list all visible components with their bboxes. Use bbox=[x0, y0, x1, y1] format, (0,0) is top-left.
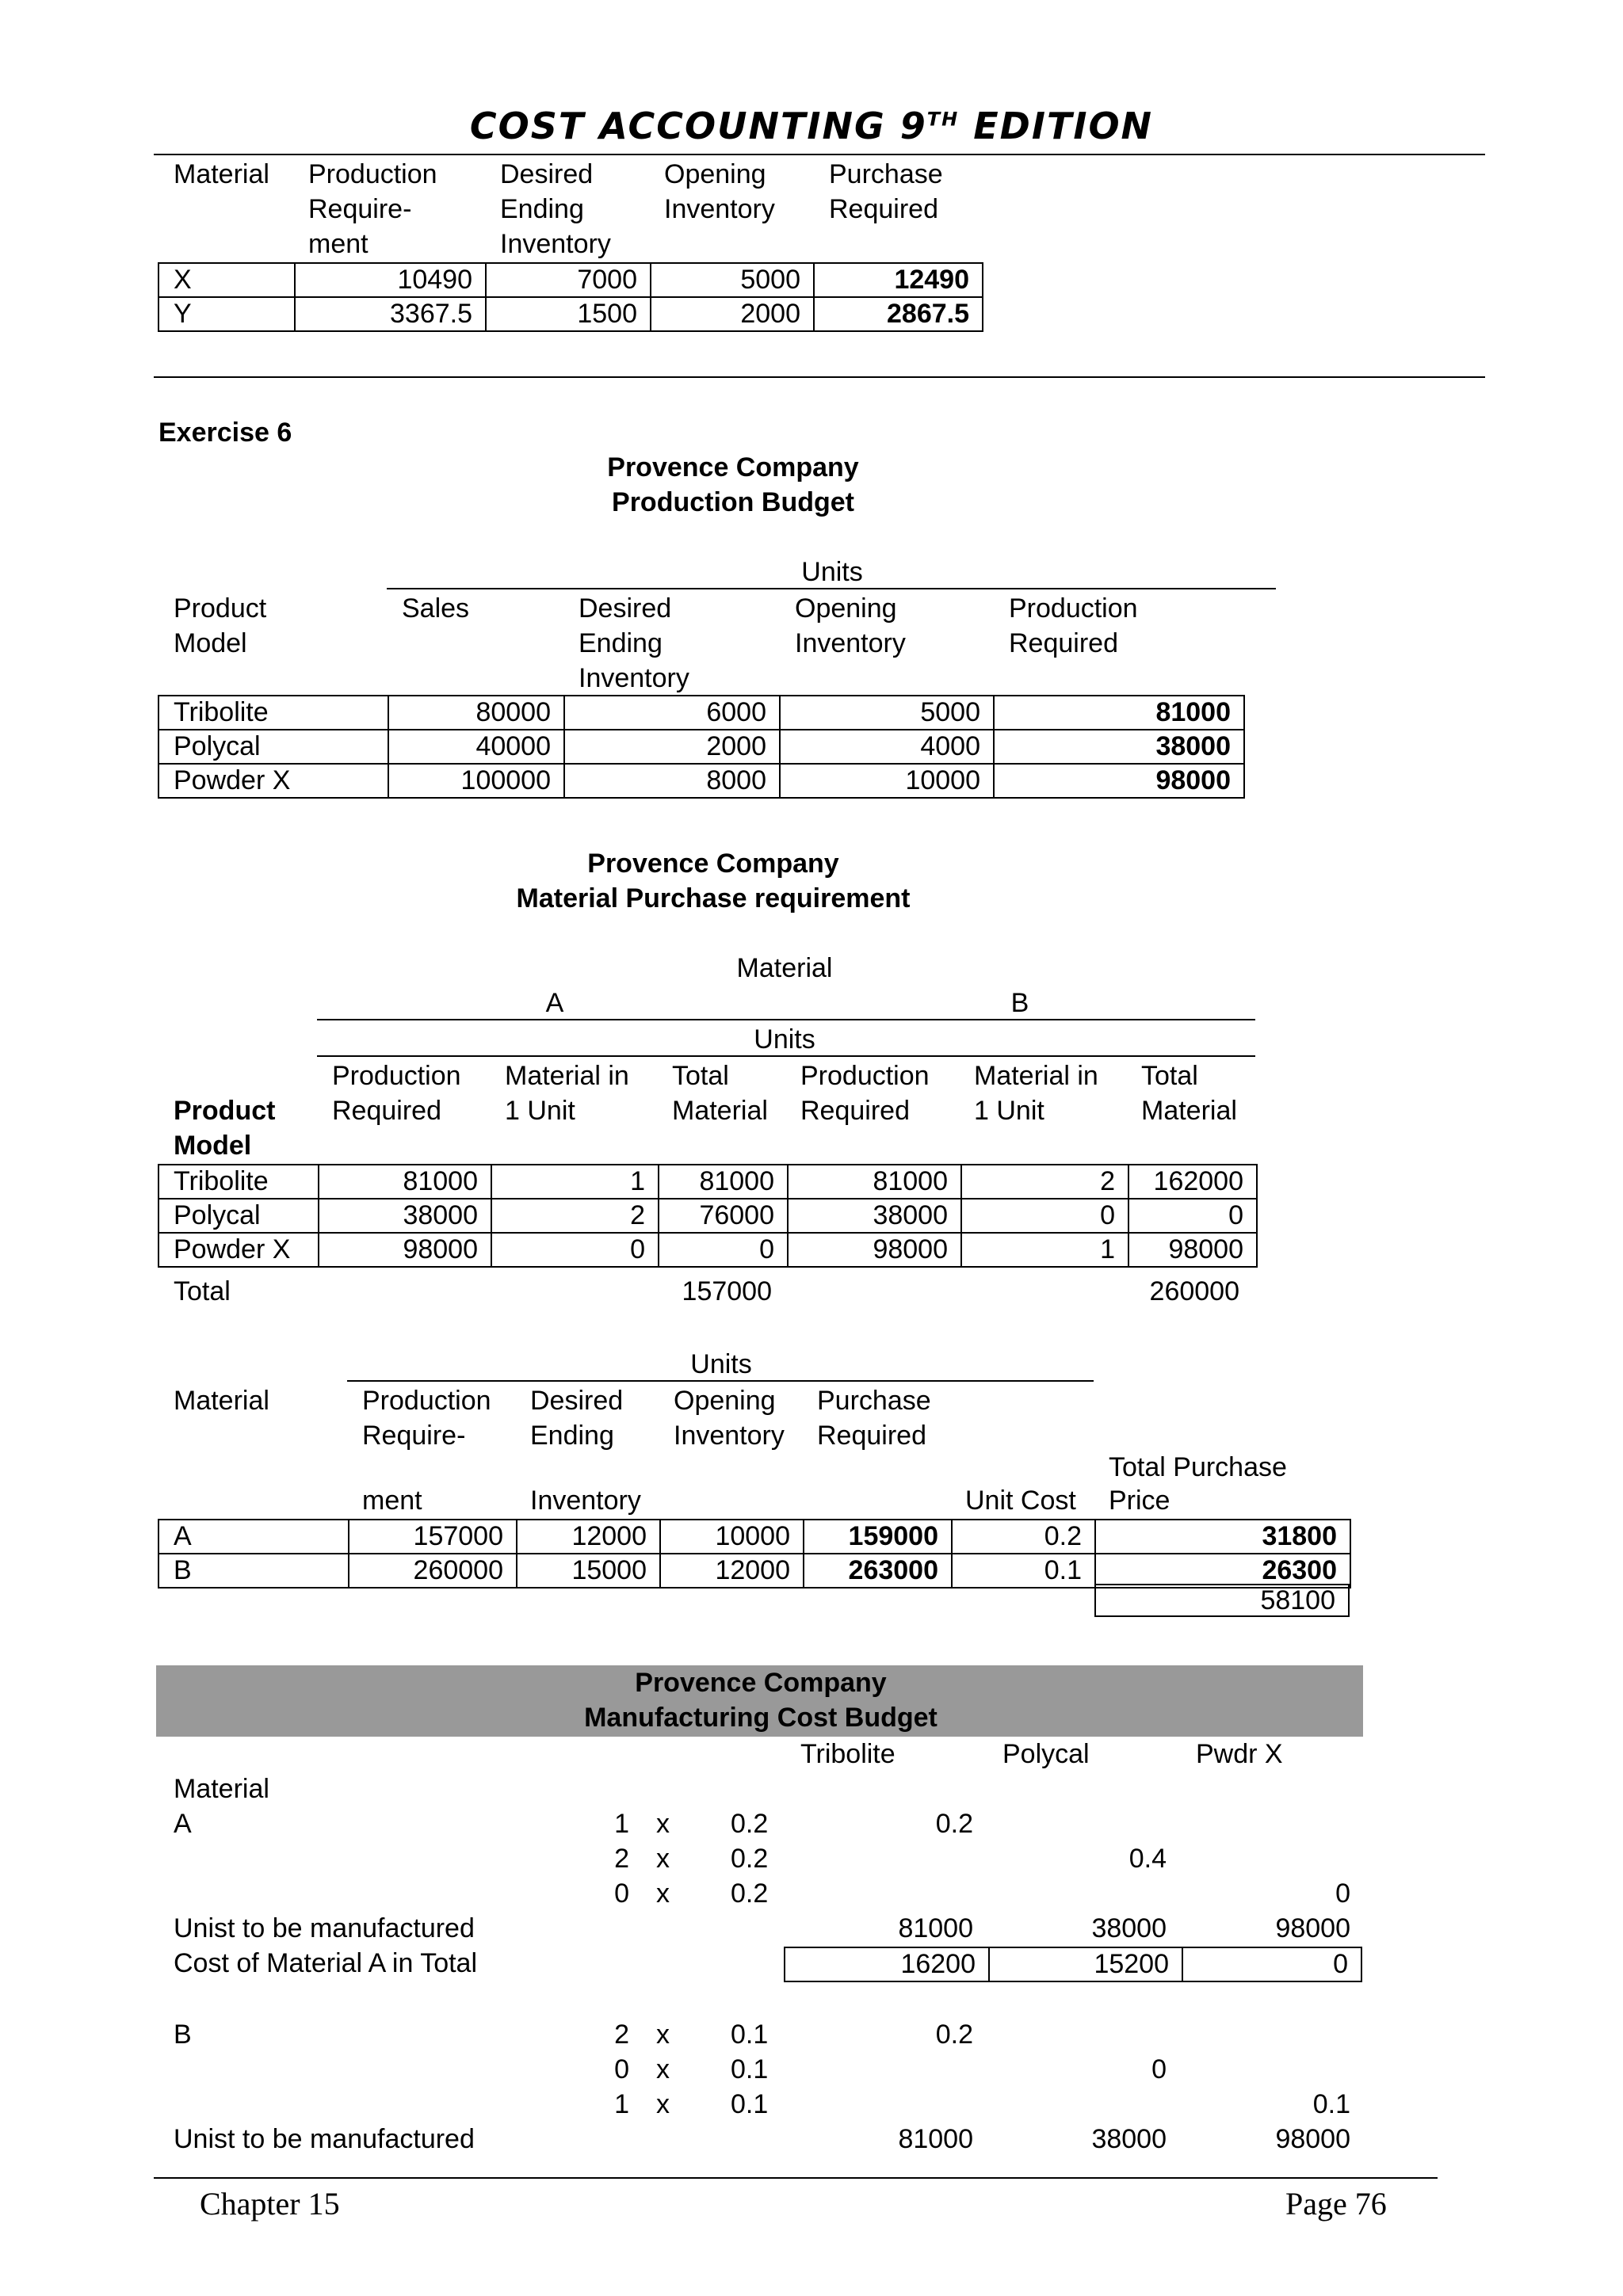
col-header-production: Production bbox=[362, 1386, 491, 1416]
col-header-production-a: Production bbox=[332, 1061, 461, 1091]
col-header-desired: Desired bbox=[530, 1386, 624, 1416]
units-to-manufacture-label-b: Unist to be manufactured bbox=[174, 2124, 475, 2154]
grand-total-value: 58100 bbox=[1260, 1585, 1335, 1615]
total-label: Total bbox=[174, 1276, 231, 1306]
material-rule bbox=[317, 1019, 1255, 1020]
table-row: Powder X 98000 0 0 98000 1 98000 bbox=[158, 1233, 1257, 1267]
col-header-production: Production bbox=[308, 159, 437, 189]
material-a-label: A bbox=[545, 988, 564, 1018]
col-header-opening-inventory: Inventory bbox=[664, 194, 775, 224]
units-label: Units bbox=[690, 1349, 752, 1379]
footer-rule bbox=[154, 2177, 1438, 2179]
material-b-label: B bbox=[1010, 988, 1029, 1018]
col-header-required: Required bbox=[829, 194, 938, 224]
table-row: Polycal 38000 2 76000 38000 0 0 bbox=[158, 1199, 1257, 1233]
table-row: Powder X 100000 8000 10000 98000 bbox=[158, 764, 1244, 798]
units-rule bbox=[347, 1380, 1094, 1382]
purchase-table bbox=[158, 1519, 1351, 1589]
header-rule bbox=[154, 154, 1485, 155]
col-header-ending: Ending bbox=[530, 1421, 614, 1451]
production-budget-table bbox=[158, 695, 1245, 799]
col-header-required-b: Required bbox=[800, 1096, 910, 1126]
mfg-company: Provence Company bbox=[635, 1668, 887, 1698]
col-header-tribolite: Tribolite bbox=[800, 1739, 896, 1769]
col-header-opening: Opening bbox=[795, 593, 897, 624]
table-row: A 157000 12000 10000 159000 0.2 31800 bbox=[158, 1520, 1350, 1554]
total-material-b: 260000 bbox=[1149, 1276, 1239, 1306]
footer-chapter: Chapter 15 bbox=[200, 2186, 340, 2222]
col-header-material: Material bbox=[174, 1386, 269, 1416]
page-header-title: COST ACCOUNTING 9TH EDITION bbox=[469, 105, 1154, 147]
units-label: Units bbox=[754, 1024, 815, 1055]
production-budget-title: Production Budget bbox=[612, 487, 854, 517]
col-header-opening: Opening bbox=[674, 1386, 776, 1416]
col-header-production: Production bbox=[1009, 593, 1138, 624]
material-b-label: B bbox=[174, 2019, 192, 2050]
exercise-heading: Exercise 6 bbox=[158, 418, 292, 448]
units-b-polycal: 38000 bbox=[1091, 2124, 1167, 2154]
col-header-sales: Sales bbox=[402, 593, 470, 624]
section-divider bbox=[154, 376, 1485, 378]
units-tribolite: 81000 bbox=[898, 1913, 973, 1943]
col-header-unit-b: 1 Unit bbox=[974, 1096, 1044, 1126]
table-row: B 260000 15000 12000 263000 0.1 26300 bbox=[158, 1554, 1350, 1588]
mfg-title: Manufacturing Cost Budget bbox=[584, 1703, 938, 1733]
units-b-tribolite: 81000 bbox=[898, 2124, 973, 2154]
col-header-total-a: Total bbox=[672, 1061, 729, 1091]
col-header-model: Model bbox=[174, 628, 247, 658]
col-header-opening-inventory: Inventory bbox=[795, 628, 906, 658]
table-row: Tribolite 81000 1 81000 81000 2 162000 bbox=[158, 1165, 1257, 1199]
col-header-purchase: Purchase bbox=[817, 1386, 931, 1416]
units-polycal: 38000 bbox=[1091, 1913, 1167, 1943]
col-header-inventory: Inventory bbox=[500, 229, 611, 259]
col-header-price: Price bbox=[1109, 1486, 1170, 1516]
units-label: Units bbox=[801, 557, 863, 587]
units-rule bbox=[387, 588, 1276, 589]
col-header-ending: Ending bbox=[579, 628, 663, 658]
col-header-production-b: Production bbox=[800, 1061, 930, 1091]
col-header-total-material-a: Material bbox=[672, 1096, 768, 1126]
units-rule bbox=[317, 1055, 1255, 1057]
col-header-model: Model bbox=[174, 1131, 252, 1161]
col-header-desired: Desired bbox=[579, 593, 672, 624]
col-header-polycal: Polycal bbox=[1002, 1739, 1090, 1769]
table-row: Tribolite 80000 6000 5000 81000 bbox=[158, 696, 1244, 730]
material-a-label: A bbox=[174, 1809, 192, 1839]
col-header-pwdr-x: Pwdr X bbox=[1196, 1739, 1283, 1769]
col-header-require: Require- bbox=[362, 1421, 466, 1451]
col-header-ment: ment bbox=[362, 1486, 422, 1516]
col-header-total-b: Total bbox=[1141, 1061, 1198, 1091]
col-header-material-in-a: Material in bbox=[505, 1061, 629, 1091]
material-req-table bbox=[158, 1164, 1258, 1268]
col-header-total-material-b: Material bbox=[1141, 1096, 1237, 1126]
table-row: X 10490 7000 5000 12490 bbox=[158, 263, 983, 297]
col-header-ment: ment bbox=[308, 229, 369, 259]
col-header-required: Required bbox=[1009, 628, 1118, 658]
units-b-pwdr-x: 98000 bbox=[1275, 2124, 1350, 2154]
table-row: Y 3367.5 1500 2000 2867.5 bbox=[158, 297, 983, 331]
col-header-product: Product bbox=[174, 1096, 276, 1126]
total-material-a: 157000 bbox=[682, 1276, 772, 1306]
units-pwdr-x: 98000 bbox=[1275, 1913, 1350, 1943]
cost-material-a-label: Cost of Material A in Total bbox=[174, 1948, 478, 1978]
col-header-unit-cost: Unit Cost bbox=[965, 1486, 1076, 1516]
col-header-opening-inventory: Inventory bbox=[674, 1421, 785, 1451]
material-label: Material bbox=[736, 953, 833, 983]
col-header-material: Material bbox=[174, 159, 269, 189]
material-label: Material bbox=[174, 1774, 269, 1804]
col-header-product: Product bbox=[174, 593, 267, 624]
col-header-opening: Opening bbox=[664, 159, 766, 189]
material-req-company: Provence Company bbox=[587, 849, 839, 879]
col-header-desired: Desired bbox=[500, 159, 594, 189]
col-header-purchase: Purchase bbox=[829, 159, 943, 189]
table-row: 16200 15200 0 bbox=[785, 1947, 1361, 1981]
col-header-required-a: Required bbox=[332, 1096, 441, 1126]
col-header-unit-a: 1 Unit bbox=[505, 1096, 575, 1126]
col-header-ending: Ending bbox=[500, 194, 584, 224]
grand-total-box bbox=[1094, 1584, 1350, 1617]
units-to-manufacture-label: Unist to be manufactured bbox=[174, 1913, 475, 1943]
col-header-require: Require- bbox=[308, 194, 412, 224]
col-header-total-purchase: Total Purchase bbox=[1109, 1452, 1287, 1482]
top-purchase-table bbox=[158, 262, 983, 332]
col-header-inventory: Inventory bbox=[579, 663, 689, 693]
col-header-inventory: Inventory bbox=[530, 1486, 641, 1516]
col-header-material-in-b: Material in bbox=[974, 1061, 1098, 1091]
cost-material-a-table bbox=[784, 1947, 1362, 1982]
footer-page-number: Page 76 bbox=[1285, 2186, 1387, 2222]
production-budget-company: Provence Company bbox=[607, 452, 859, 482]
material-req-title: Material Purchase requirement bbox=[516, 883, 911, 913]
table-row: Polycal 40000 2000 4000 38000 bbox=[158, 730, 1244, 764]
col-header-required: Required bbox=[817, 1421, 926, 1451]
